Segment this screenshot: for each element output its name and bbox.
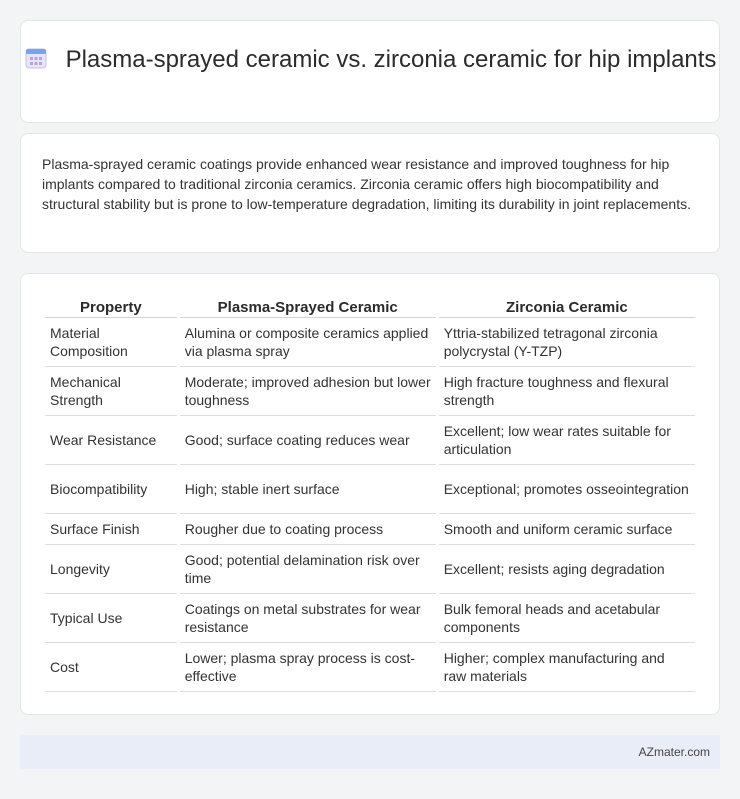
table-row [45,514,695,545]
cell-property: Cost [45,643,177,692]
cell-property: Typical Use [45,594,177,643]
page-title-wrap [21,45,719,75]
cell-zirconia: Higher; complex manufacturing and raw materials [439,643,695,692]
cell-plasma: High; stable inert surface [180,465,436,514]
cell-plasma: Rougher due to coating process [180,514,436,545]
cell-property: Longevity [45,545,177,594]
cell-zirconia: Excellent; resists aging degradation [439,545,695,594]
cell-zirconia: High fracture toughness and flexural strength [439,367,695,416]
cell-plasma: Alumina or composite ceramics applied via plasma spray [180,318,436,367]
table-row [45,416,695,465]
cell-plasma: Lower; plasma spray process is cost-effective [180,643,436,692]
page-title: Plasma-sprayed ceramic vs. zirconia ceramic for hip implants [65,46,717,73]
table-row [45,594,695,643]
footer-brand: AZmater.com [638,745,710,759]
cell-property: Wear Resistance [45,416,177,465]
cell-property: Mechanical Strength [45,367,177,416]
cell-zirconia: Excellent; low wear rates suitable for articulation [439,416,695,465]
footer-bar [20,735,720,769]
comparison-table [42,294,698,692]
cell-plasma: Coatings on metal substrates for wear resistance [180,594,436,643]
cell-zirconia: Smooth and uniform ceramic surface [439,514,695,545]
summary-card [20,133,720,253]
table-row [45,318,695,367]
cell-property: Surface Finish [45,514,177,545]
cell-property: Material Composition [45,318,177,367]
cell-plasma: Good; potential delamination risk over time [180,545,436,594]
cell-zirconia: Yttria-stabilized tetragonal zirconia polycrystal (Y-TZP) [439,318,695,367]
header-property: Property [45,294,177,318]
cell-zirconia: Bulk femoral heads and acetabular components [439,594,695,643]
table-row [45,367,695,416]
cell-property: Biocompatibility [45,465,177,514]
title-card [20,20,720,123]
table-row [45,545,695,594]
summary-text: Plasma-sprayed ceramic coatings provide enhanced wear resistance and improved toughness for hip implants compared to traditional zirconia ceramics. Zirconia ceramic offers high biocompatibility and structural stability but is prone to low-temperature degradation, limiting its durability in joint replacements. [42,156,691,212]
table-row [45,643,695,692]
header-zirconia-ceramic: Zirconia Ceramic [439,294,695,318]
cell-plasma: Good; surface coating reduces wear [180,416,436,465]
header-plasma-sprayed-ceramic: Plasma-Sprayed Ceramic [180,294,436,318]
cell-zirconia: Exceptional; promotes osseointegration [439,465,695,514]
calendar-icon [24,46,48,70]
table-header-row [45,294,695,318]
table-row [45,465,695,514]
cell-plasma: Moderate; improved adhesion but lower toughness [180,367,436,416]
comparison-table-card [20,273,720,715]
